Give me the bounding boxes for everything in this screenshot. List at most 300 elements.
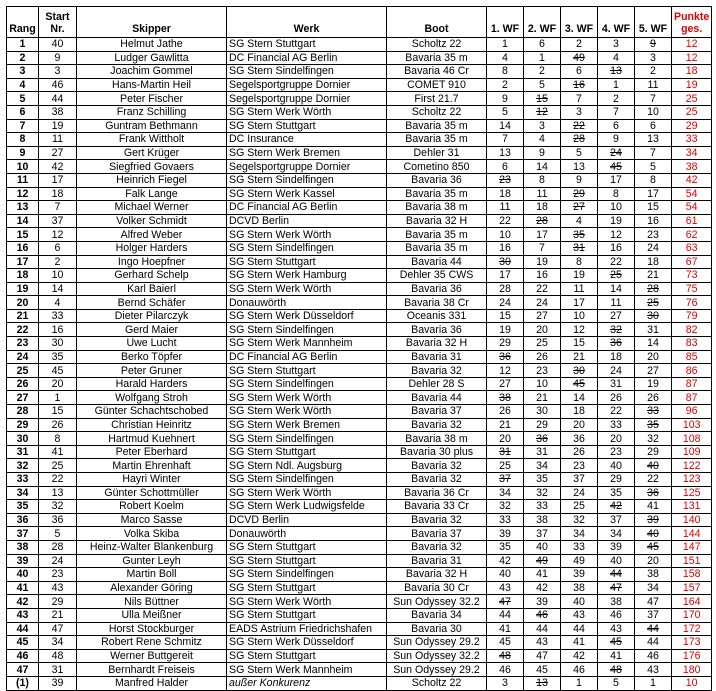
- wf3-cell: [561, 540, 598, 554]
- wf5-cell-text: 26: [647, 391, 659, 404]
- table-row: [7, 201, 712, 215]
- wf3-cell-text: 45: [573, 378, 585, 391]
- wf4-cell-text: 23: [610, 446, 622, 459]
- start-nr-cell-text: 26: [51, 418, 64, 431]
- wf3-cell-text: 36: [573, 432, 585, 445]
- werk-cell-text: EADS Astrium Friedrichshafen: [229, 622, 373, 635]
- wf4-cell-text: 8: [613, 187, 619, 200]
- start-nr-cell: [39, 568, 77, 582]
- wf4-cell: [598, 391, 635, 405]
- boot-cell-text: Bavaria 38 Cr: [404, 296, 469, 309]
- wf1-cell-text: 27: [499, 378, 511, 391]
- wf4-cell-text: 2: [613, 92, 619, 105]
- results-table-container: [6, 6, 712, 691]
- rang-cell: [7, 350, 39, 364]
- boot-cell-text: Bavaria 32: [411, 418, 462, 431]
- header-wf1: 1. WF: [487, 7, 524, 38]
- wf5-cell-text: 35: [647, 418, 659, 431]
- punkte-cell-text: 34: [685, 147, 698, 160]
- wf5-cell: [635, 323, 672, 337]
- wf2-cell-text: 40: [536, 541, 548, 554]
- wf3-cell: [561, 473, 598, 487]
- header-skipper: Skipper: [77, 7, 227, 38]
- punkte-cell: [672, 676, 712, 690]
- boot-cell-text: Bavaria 35 m: [405, 51, 468, 64]
- wf5-cell: [635, 146, 672, 160]
- wf5-cell-text: 7: [650, 147, 656, 160]
- skipper-cell-text: Bernd Schäfer: [117, 296, 186, 309]
- werk-cell: [227, 296, 387, 310]
- boot-cell-text: Bavaria 35 m: [405, 133, 468, 146]
- skipper-cell-text: Berko Töpfer: [120, 350, 183, 363]
- wf5-cell: [635, 595, 672, 609]
- rang-cell-text: 47: [16, 663, 29, 676]
- wf4-cell: [598, 500, 635, 514]
- start-nr-cell: [39, 323, 77, 337]
- rang-cell: [7, 38, 39, 52]
- punkte-cell-text: 151: [682, 554, 701, 567]
- wf2-cell: [524, 459, 561, 473]
- wf2-cell-text: 15: [536, 92, 548, 105]
- skipper-cell: [77, 391, 227, 405]
- wf4-cell-text: 40: [610, 459, 622, 472]
- header-werk: Werk: [227, 7, 387, 38]
- wf3-cell: [561, 649, 598, 663]
- wf1-cell: [487, 160, 524, 174]
- werk-cell: [227, 676, 387, 690]
- start-nr-cell: [39, 473, 77, 487]
- wf1-cell-text: 16: [499, 242, 511, 255]
- wf1-cell-text: 11: [499, 201, 511, 214]
- wf2-cell: [524, 391, 561, 405]
- wf4-cell: [598, 38, 635, 52]
- werk-cell-text: außer Konkurenz: [229, 677, 311, 690]
- punkte-cell: [672, 160, 712, 174]
- wf2-cell-text: 36: [536, 432, 548, 445]
- werk-cell: [227, 105, 387, 119]
- wf2-cell-text: 25: [536, 337, 548, 350]
- wf5-cell-text: 3: [650, 51, 656, 64]
- table-row: [7, 500, 712, 514]
- punkte-cell: [672, 581, 712, 595]
- skipper-cell-text: Frank Wittholt: [118, 133, 185, 146]
- skipper-cell: [77, 486, 227, 500]
- wf1-cell-text: 21: [499, 418, 511, 431]
- rang-cell-text: 35: [16, 500, 29, 513]
- start-nr-cell: [39, 65, 77, 79]
- werk-cell-text: SG Stern Werk Ludwigsfelde: [229, 500, 365, 513]
- skipper-cell: [77, 554, 227, 568]
- rang-cell-text: 43: [16, 609, 29, 622]
- rang-cell-text: 30: [16, 432, 29, 445]
- wf4-cell: [598, 228, 635, 242]
- wf4-cell-text: 17: [610, 174, 622, 187]
- wf4-cell-text: 43: [610, 622, 622, 635]
- wf2-cell-text: 38: [536, 514, 548, 527]
- start-nr-cell: [39, 432, 77, 446]
- rang-cell-text: 34: [16, 486, 29, 499]
- punkte-cell: [672, 405, 712, 419]
- werk-cell-text: SG Stern Stuttgart: [229, 554, 316, 567]
- wf1-cell-text: 37: [499, 473, 511, 486]
- werk-cell-text: SG Stern Stuttgart: [229, 609, 316, 622]
- werk-cell-text: SG Stern Sindelfingen: [229, 65, 334, 78]
- boot-cell-text: Bavaria 38 m: [405, 432, 468, 445]
- wf3-cell: [561, 51, 598, 65]
- wf1-cell-text: 13: [499, 147, 511, 160]
- boot-cell-text: Bavaria 32: [411, 514, 462, 527]
- werk-cell: [227, 622, 387, 636]
- skipper-cell: [77, 663, 227, 677]
- punkte-cell: [672, 65, 712, 79]
- wf4-cell: [598, 350, 635, 364]
- werk-cell: [227, 608, 387, 622]
- skipper-cell: [77, 418, 227, 432]
- punkte-cell-text: 12: [685, 51, 698, 64]
- werk-cell: [227, 323, 387, 337]
- header-start-line2: Nr.: [50, 23, 65, 35]
- boot-cell: [387, 105, 487, 119]
- wf3-cell-text: 20: [573, 418, 585, 431]
- skipper-cell-text: Horst Stockburger: [108, 622, 195, 635]
- werk-cell-text: SG Stern Werk Hamburg: [229, 269, 347, 282]
- rang-cell-text: 36: [16, 514, 29, 527]
- wf1-cell-text: 19: [499, 323, 511, 336]
- boot-cell-text: Bavaria 46 Cr: [404, 65, 469, 78]
- skipper-cell-text: Günter Schottmüller: [104, 486, 199, 499]
- wf4-cell: [598, 486, 635, 500]
- boot-cell-text: Bavaria 32: [411, 459, 462, 472]
- skipper-cell: [77, 513, 227, 527]
- wf4-cell: [598, 622, 635, 636]
- werk-cell-text: SG Stern Sindelfingen: [229, 568, 334, 581]
- skipper-cell-text: Volker Schmidt: [116, 215, 187, 228]
- rang-cell: [7, 160, 39, 174]
- werk-cell: [227, 214, 387, 228]
- wf5-cell-text: 18: [647, 255, 659, 268]
- boot-cell: [387, 608, 487, 622]
- wf2-cell: [524, 133, 561, 147]
- skipper-cell-text: Helmut Jathe: [120, 38, 183, 51]
- skipper-cell-text: Harald Harders: [115, 378, 188, 391]
- skipper-cell-text: Alfred Weber: [120, 228, 183, 241]
- start-nr-cell: [39, 309, 77, 323]
- punkte-cell-text: 87: [685, 391, 698, 404]
- punkte-cell: [672, 486, 712, 500]
- wf4-cell-text: 5: [613, 677, 619, 690]
- punkte-cell-text: 83: [685, 337, 698, 350]
- start-nr-cell-text: 42: [51, 160, 64, 173]
- wf4-cell-text: 39: [610, 541, 622, 554]
- wf1-cell-text: 1: [502, 38, 508, 51]
- werk-cell: [227, 581, 387, 595]
- start-nr-cell-text: 18: [51, 187, 64, 200]
- wf2-cell-text: 3: [539, 119, 545, 132]
- wf3-cell: [561, 486, 598, 500]
- wf3-cell-text: 49: [573, 554, 585, 567]
- wf2-cell: [524, 445, 561, 459]
- start-nr-cell-text: 9: [54, 51, 61, 64]
- wf3-cell: [561, 581, 598, 595]
- rang-cell: [7, 527, 39, 541]
- wf1-cell: [487, 391, 524, 405]
- skipper-cell: [77, 173, 227, 187]
- wf5-cell: [635, 228, 672, 242]
- start-nr-cell: [39, 418, 77, 432]
- start-nr-cell-text: 15: [51, 405, 64, 418]
- start-nr-cell-text: 20: [51, 378, 64, 391]
- skipper-cell-text: Dieter Pilarczyk: [114, 310, 189, 323]
- header-row: [7, 7, 712, 38]
- punkte-cell: [672, 282, 712, 296]
- start-nr-cell-text: 2: [54, 255, 61, 268]
- wf5-cell: [635, 405, 672, 419]
- werk-cell-text: DC Financial AG Berlin: [229, 201, 338, 214]
- start-nr-cell: [39, 486, 77, 500]
- wf1-cell-text: 40: [499, 568, 511, 581]
- start-nr-cell: [39, 51, 77, 65]
- wf1-cell-text: 25: [499, 459, 511, 472]
- table-row: [7, 568, 712, 582]
- table-row: [7, 105, 712, 119]
- wf4-cell: [598, 65, 635, 79]
- wf2-cell-text: 12: [536, 106, 548, 119]
- wf1-cell-text: 41: [499, 622, 511, 635]
- rang-cell-text: 18: [16, 269, 29, 282]
- punkte-cell-text: 157: [682, 582, 701, 595]
- wf5-cell: [635, 377, 672, 391]
- wf4-cell: [598, 554, 635, 568]
- werk-cell: [227, 418, 387, 432]
- wf3-cell-text: 10: [573, 310, 585, 323]
- skipper-cell-text: Franz Schilling: [116, 106, 187, 119]
- wf3-cell-text: 1: [576, 677, 582, 690]
- wf4-cell-text: 26: [610, 391, 622, 404]
- wf2-cell: [524, 173, 561, 187]
- wf3-cell: [561, 160, 598, 174]
- wf1-cell-text: 35: [499, 541, 511, 554]
- wf3-cell: [561, 296, 598, 310]
- werk-cell: [227, 595, 387, 609]
- wf5-cell-text: 5: [650, 160, 656, 173]
- skipper-cell: [77, 201, 227, 215]
- rang-cell: [7, 173, 39, 187]
- wf1-cell: [487, 119, 524, 133]
- start-nr-cell-text: 29: [51, 595, 64, 608]
- start-nr-cell: [39, 201, 77, 215]
- wf2-cell: [524, 649, 561, 663]
- werk-cell: [227, 500, 387, 514]
- wf1-cell-text: 43: [499, 582, 511, 595]
- wf1-cell: [487, 364, 524, 378]
- wf2-cell: [524, 636, 561, 650]
- wf3-cell-text: 18: [573, 405, 585, 418]
- wf5-cell-text: 36: [647, 486, 659, 499]
- wf2-cell-text: 14: [536, 160, 548, 173]
- start-nr-cell-text: 41: [51, 446, 64, 459]
- boot-cell-text: Bavaria 36 Cr: [404, 486, 469, 499]
- wf5-cell-text: 20: [647, 554, 659, 567]
- werk-cell-text: SG Stern Sindelfingen: [229, 473, 334, 486]
- wf4-cell: [598, 432, 635, 446]
- header-wf5: 5. WF: [635, 7, 672, 38]
- wf3-cell: [561, 622, 598, 636]
- header-wf4: 4. WF: [598, 7, 635, 38]
- wf1-cell-text: 7: [502, 133, 508, 146]
- werk-cell-text: SG Stern Stuttgart: [229, 541, 316, 554]
- skipper-cell: [77, 187, 227, 201]
- werk-cell: [227, 527, 387, 541]
- punkte-cell-text: 122: [682, 459, 701, 472]
- wf1-cell: [487, 201, 524, 215]
- wf4-cell: [598, 323, 635, 337]
- rang-cell: [7, 649, 39, 663]
- punkte-cell: [672, 391, 712, 405]
- boot-cell: [387, 377, 487, 391]
- table-row: [7, 486, 712, 500]
- wf3-cell-text: 6: [576, 65, 582, 78]
- boot-cell: [387, 228, 487, 242]
- wf1-cell-text: 32: [499, 500, 511, 513]
- werk-cell-text: SG Stern Werk Wörth: [229, 405, 332, 418]
- wf1-cell-text: 24: [499, 296, 511, 309]
- rang-cell-text: 14: [16, 215, 29, 228]
- header-start-line1: Start: [45, 11, 70, 23]
- rang-cell-text: 13: [16, 201, 29, 214]
- table-row: [7, 540, 712, 554]
- rang-cell-text: 15: [16, 228, 29, 241]
- wf4-cell-text: 36: [610, 337, 622, 350]
- wf1-cell-text: 28: [499, 282, 511, 295]
- rang-cell: [7, 486, 39, 500]
- wf2-cell-text: 41: [536, 568, 548, 581]
- start-nr-cell: [39, 391, 77, 405]
- wf2-cell-text: 2: [539, 65, 545, 78]
- table-row: [7, 255, 712, 269]
- wf5-cell: [635, 78, 672, 92]
- start-nr-cell: [39, 78, 77, 92]
- skipper-cell: [77, 309, 227, 323]
- wf2-cell-text: 42: [536, 582, 548, 595]
- rang-cell-text: 25: [16, 364, 29, 377]
- wf1-cell: [487, 65, 524, 79]
- rang-cell-text: 33: [16, 473, 29, 486]
- start-nr-cell: [39, 337, 77, 351]
- wf2-cell-text: 4: [539, 133, 545, 146]
- werk-cell-text: DCVD Berlin: [229, 514, 290, 527]
- start-nr-cell: [39, 676, 77, 690]
- wf1-cell-text: 14: [499, 119, 511, 132]
- werk-cell: [227, 663, 387, 677]
- boot-cell-text: Dehler 35 CWS: [399, 269, 474, 282]
- wf2-cell: [524, 608, 561, 622]
- skipper-cell: [77, 228, 227, 242]
- wf1-cell: [487, 214, 524, 228]
- table-row: [7, 323, 712, 337]
- wf4-cell-text: 3: [613, 38, 619, 51]
- table-row: [7, 133, 712, 147]
- wf3-cell: [561, 350, 598, 364]
- wf3-cell: [561, 105, 598, 119]
- punkte-cell-text: 10: [685, 677, 698, 690]
- boot-cell-text: Scholtz 22: [411, 38, 462, 51]
- punkte-cell-text: 109: [682, 446, 701, 459]
- wf4-cell: [598, 282, 635, 296]
- punkte-cell-text: 38: [685, 160, 698, 173]
- results-body: [7, 38, 712, 691]
- wf2-cell: [524, 432, 561, 446]
- wf5-cell-text: 31: [647, 323, 659, 336]
- wf1-cell: [487, 146, 524, 160]
- table-row: [7, 146, 712, 160]
- skipper-cell-text: Günter Schachtschobed: [94, 405, 209, 418]
- wf4-cell-text: 4: [613, 51, 619, 64]
- wf3-cell: [561, 513, 598, 527]
- wf2-cell-text: 8: [539, 174, 545, 187]
- wf5-cell: [635, 38, 672, 52]
- wf1-cell: [487, 595, 524, 609]
- rang-cell-text: 27: [16, 391, 29, 404]
- punkte-cell: [672, 51, 712, 65]
- skipper-cell-text: Ludger Gawlitta: [114, 51, 189, 64]
- table-row: [7, 296, 712, 310]
- boot-cell-text: Bavaria 30: [411, 622, 462, 635]
- wf2-cell: [524, 296, 561, 310]
- wf2-cell: [524, 269, 561, 283]
- start-nr-cell-text: 37: [51, 215, 64, 228]
- start-nr-cell: [39, 133, 77, 147]
- wf1-cell: [487, 500, 524, 514]
- wf5-cell-text: 46: [647, 650, 659, 663]
- start-nr-cell: [39, 105, 77, 119]
- rang-cell: [7, 105, 39, 119]
- boot-cell-text: Sun Odyssey 32.2: [393, 595, 480, 608]
- rang-cell: [7, 473, 39, 487]
- wf4-cell: [598, 214, 635, 228]
- wf2-cell: [524, 676, 561, 690]
- table-row: [7, 173, 712, 187]
- start-nr-cell-text: 17: [51, 174, 64, 187]
- table-row: [7, 92, 712, 106]
- wf1-cell: [487, 133, 524, 147]
- boot-cell: [387, 160, 487, 174]
- wf3-cell-text: 41: [573, 636, 585, 649]
- boot-cell: [387, 296, 487, 310]
- wf3-cell-text: 44: [573, 622, 585, 635]
- werk-cell: [227, 405, 387, 419]
- rang-cell-text: 11: [16, 174, 29, 187]
- werk-cell: [227, 146, 387, 160]
- wf5-cell-text: 28: [647, 282, 659, 295]
- werk-cell: [227, 649, 387, 663]
- skipper-cell-text: Manfred Halder: [114, 677, 188, 690]
- rang-cell: [7, 78, 39, 92]
- table-row: [7, 282, 712, 296]
- wf3-cell-text: 4: [576, 215, 582, 228]
- start-nr-cell: [39, 636, 77, 650]
- wf5-cell-text: 47: [647, 595, 659, 608]
- wf1-cell-text: 30: [499, 255, 511, 268]
- start-nr-cell: [39, 595, 77, 609]
- punkte-cell-text: 170: [682, 609, 701, 622]
- start-nr-cell-text: 10: [51, 269, 64, 282]
- wf5-cell: [635, 296, 672, 310]
- wf1-cell-text: 12: [499, 364, 511, 377]
- wf5-cell: [635, 105, 672, 119]
- punkte-cell-text: 67: [685, 255, 698, 268]
- wf4-cell-text: 45: [610, 636, 622, 649]
- table-row: [7, 432, 712, 446]
